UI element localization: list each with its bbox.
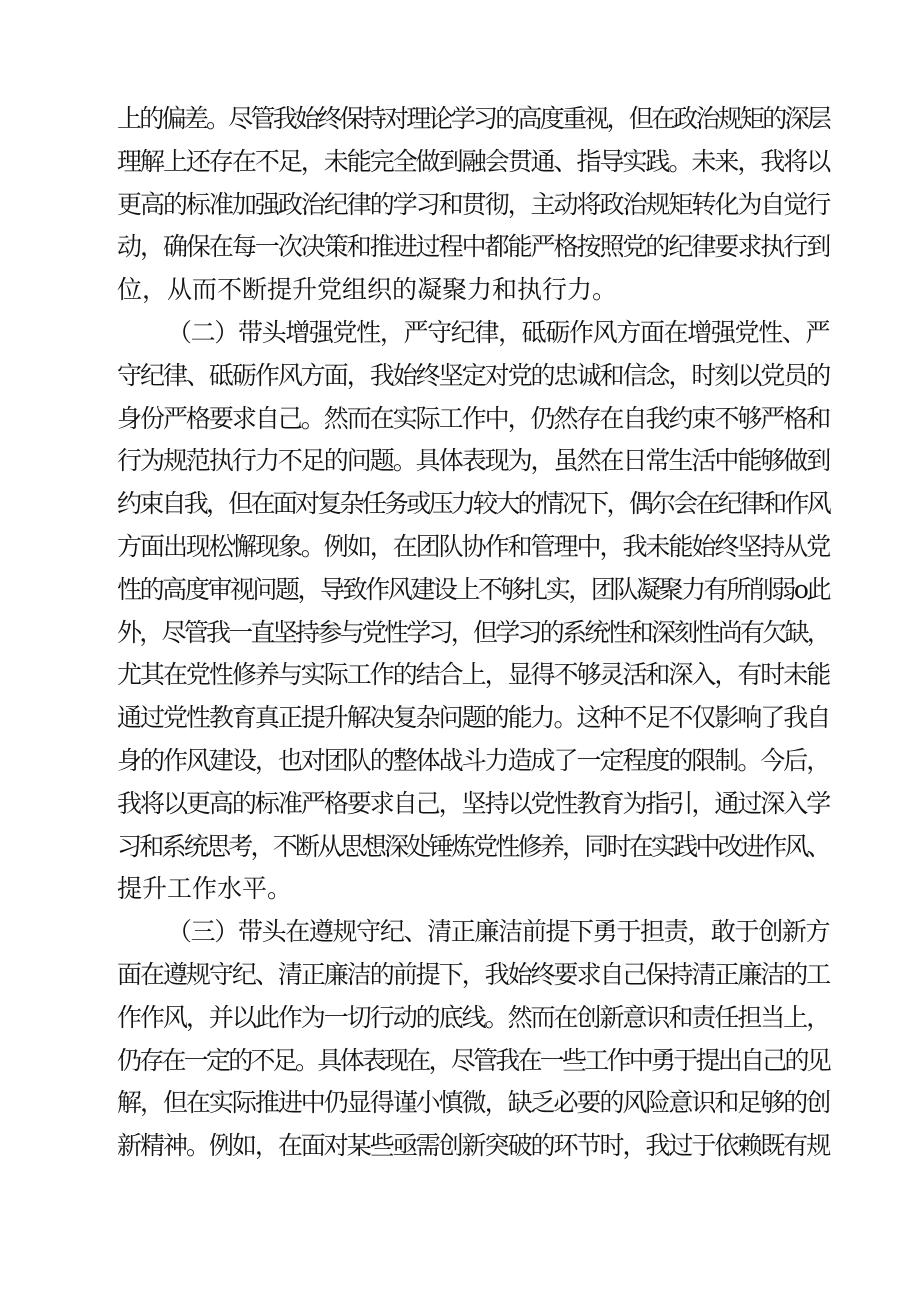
paragraph-3-line-4: 仍存在一定的不足。具体表现在，尽管我在一些工作中勇于提出自己的见: [117, 1045, 830, 1075]
paragraph-3-line-5: 解，但在实际推进中仍显得谨小慎微，缺乏必要的风险意识和足够的创: [117, 1088, 829, 1118]
paragraph-2-line-13: 习和系统思考，不断从思想深处锤炼党性修养，同时在实践中改进作风、: [117, 831, 830, 861]
paragraph-2-line-8: 外，尽管我一直坚持参与党性学习，但学习的系统性和深刻性尚有欠缺，: [117, 617, 830, 647]
paragraph-1-line-5: 位，从而不断提升党组织的凝聚力和执行力。: [117, 275, 618, 305]
paragraph-2-line-12: 我将以更高的标准严格要求自己，坚持以党性教育为指引，通过深入学: [117, 788, 829, 818]
paragraph-3-line-3: 作作风，并以此作为一切行动的底线。然而在创新意识和责任担当上，: [117, 1002, 829, 1032]
paragraph-2-line-2: 守纪律、砥砺作风方面，我始终坚定对党的忠诚和信念，时刻以党员的: [117, 360, 829, 390]
paragraph-1-line-1: 上的偏差。尽管我始终保持对理论学习的高度重视，但在政治规矩的深层: [117, 104, 830, 133]
paragraph-3-line-2: 面在遵规守纪、清正廉洁的前提下，我始终要求自己保持清正廉洁的工: [117, 959, 829, 989]
paragraph-2-line-7: 性的高度审视问题，导致作风建设上不够扎实，团队凝聚力有所削弱o此: [117, 574, 829, 604]
paragraph-2-line-9: 尤其在党性修养与实际工作的结合上，显得不够灵活和深入，有时未能: [117, 660, 829, 690]
paragraph-2-line-3: 身份严格要求自己。然而在实际工作中，仍然存在自我约束不够严格和: [117, 403, 829, 433]
paragraph-2-line-1: （二）带头增强党性，严守纪律，砥砺作风方面在增强党性、严: [167, 317, 829, 347]
paragraph-2-line-11: 身的作风建设，也对团队的整体战斗力造成了一定程度的限制。今后，: [117, 745, 829, 775]
paragraph-2-line-10: 通过党性教育真正提升解决复杂问题的能力。这种不足不仅影响了我自: [117, 703, 829, 733]
paragraph-1-line-3: 更高的标准加强政治纪律的学习和贯彻，主动将政治规矩转化为自觉行: [117, 189, 829, 219]
paragraph-2-line-6: 方面出现松懈现象。例如，在团队协作和管理中，我未能始终坚持从党: [117, 531, 829, 561]
paragraph-2-line-14: 提升工作水平。: [117, 874, 293, 904]
paragraph-1-line-4: 动，确保在每一次决策和推进过程中都能严格按照党的纪律要求执行到: [117, 232, 829, 262]
paragraph-2-line-5: 约束自我，但在面对复杂任务或压力较大的情况下，偶尔会在纪律和作风: [117, 489, 830, 519]
paragraph-3-line-6: 新精神。例如，在面对某些亟需创新突破的环节时，我过于依赖既有规: [117, 1131, 829, 1161]
paragraph-2-line-4: 行为规范执行力不足的问题。具体表现为，虽然在日常生活中能够做到: [117, 446, 829, 476]
paragraph-3-line-1: （三）带头在遵规守纪、清正廉洁前提下勇于担责，敢于创新方: [167, 917, 829, 947]
paragraph-1-line-2: 理解上还存在不足，未能完全做到融会贯通、指导实践。未来，我将以: [117, 146, 829, 176]
document-body: [117, 98, 829, 1168]
